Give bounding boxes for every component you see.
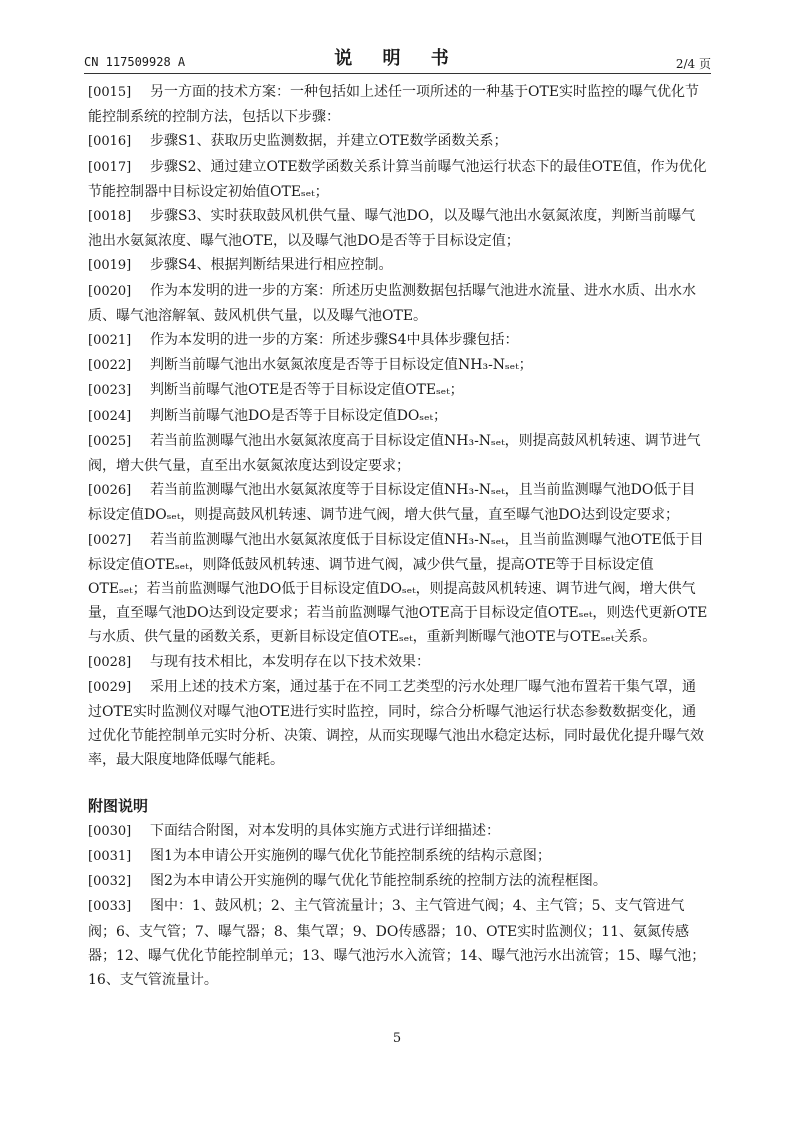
- paragraph: [88, 404, 708, 429]
- paragraph: [88, 478, 708, 527]
- paragraph: [88, 675, 708, 773]
- paragraph-number: [0015]: [88, 85, 132, 100]
- paragraph-text: 判断当前曝气池OTE是否等于目标设定值OTEₛₑₜ；: [150, 382, 464, 399]
- paragraph: [88, 378, 708, 403]
- paragraph-number: [0029]: [88, 679, 132, 695]
- paragraph-number: [0016]: [88, 134, 132, 150]
- paragraph-text: 步骤S1、获取历史监测数据，并建立OTE数学函数关系；: [150, 133, 508, 150]
- document-title: 说 明 书: [334, 48, 461, 69]
- paragraph-text: 图2为本申请公开实施例的曝气优化节能控制系统的控制方法的流程框图。: [150, 873, 607, 890]
- paragraph-number: [0031]: [88, 848, 132, 864]
- paragraph-text: 作为本发明的进一步的方案：所述历史监测数据包括曝气池进水流量、进水水质、出水水质、曝气池溶解氧、鼓风机供气量，以及曝气池OTE。: [88, 282, 696, 324]
- paragraph: [88, 279, 708, 328]
- paragraph: [88, 253, 708, 278]
- paragraph-text: 若当前监测曝气池出水氨氮浓度高于目标设定值NH₃-Nₛₑₜ，则提高鼓风机转速、调节进气阀，增大供气量，直至出水氨氮浓度达到设定要求；: [88, 432, 701, 475]
- paragraph-number: [0018]: [88, 209, 132, 225]
- paragraph: [88, 429, 708, 478]
- paragraph: [88, 328, 708, 353]
- paragraph-text: 步骤S4、根据判断结果进行相应控制。: [150, 257, 393, 274]
- paragraph-text: 步骤S3、实时获取鼓风机供气量、曝气池DO，以及曝气池出水氨氮浓度，判断当前曝气池出水氨氮浓度、曝气池OTE，以及曝气池DO是否等于目标设定值；: [88, 208, 696, 250]
- paragraph: [88, 869, 708, 894]
- header-rule: [84, 73, 711, 74]
- paragraph-number: [0020]: [88, 283, 132, 299]
- paragraph: [88, 528, 708, 650]
- paragraph-text: 步骤S2、通过建立OTE数学函数关系计算当前曝气池运行状态下的最佳OTE值，作为优化节能控制器中目标设定初始值OTEₛₑₜ；: [88, 158, 707, 200]
- paragraph-number: [0022]: [88, 358, 132, 374]
- paragraph-number: [0021]: [88, 333, 132, 349]
- paragraph-number: [0027]: [88, 532, 132, 548]
- paragraph-text: 另一方面的技术方案：一种包括如上述任一项所述的一种基于OTE实时监控的曝气优化节能控制系统的控制方法，包括以下步骤：: [88, 84, 700, 126]
- paragraph: [88, 353, 708, 378]
- paragraph-number: [0023]: [88, 383, 132, 399]
- paragraph-group-figures: [88, 819, 708, 992]
- paragraph-number: [0030]: [88, 823, 132, 839]
- paragraph-text: 判断当前曝气池DO是否等于目标设定值DOₛₑₜ；: [150, 407, 447, 424]
- paragraph: [88, 650, 708, 675]
- paragraph-text: 若当前监测曝气池出水氨氮浓度低于目标设定值NH₃-Nₛₑₜ，且当前监测曝气池OTE低于目标设定值OTEₛₑₜ，则降低鼓风机转速、调节进气阀，减少供气量，提高OTE等于目标设定值OTEₛₑₜ；若当前监测曝气池DO低于目标设定值DOₛₑₜ，则提高鼓风机转速、调节进气阀，增大供气量，直至曝气池DO达到设定要求；若当前监测曝气池OTE高于目标设定值OTEₛₑₜ，则迭代更新OTE与水质、供气量的函数关系，更新目标设定值OTEₛₑₜ，重新判断曝气池OTE与OTEₛₑₜ关系。: [88, 531, 708, 646]
- paragraph-text: 图1为本申请公开实施例的曝气优化节能控制系统的结构示意图；: [150, 847, 551, 864]
- document-body: [88, 80, 708, 992]
- paragraph-number: [0025]: [88, 433, 132, 449]
- page-info: 2/4 页: [675, 57, 711, 71]
- paragraph-text: 下面结合附图，对本发明的具体实施方式进行详细描述：: [150, 822, 500, 839]
- paragraph: [88, 80, 708, 129]
- page-number: 5: [392, 1031, 402, 1046]
- paragraph-text: 若当前监测曝气池出水氨氮浓度等于目标设定值NH₃-Nₛₑₜ，且当前监测曝气池DO低于目标设定值DOₛₑₜ，则提高鼓风机转速、调节进气阀，增大供气量，直至曝气池DO达到设定要求；: [88, 482, 696, 524]
- paragraph-number: [0017]: [88, 159, 132, 175]
- paragraph: [88, 894, 708, 992]
- paragraph: [88, 204, 708, 253]
- paragraph-group-technical: [88, 80, 708, 773]
- paragraph: [88, 155, 708, 204]
- paragraph: [88, 129, 708, 154]
- paragraph: [88, 844, 708, 869]
- publication-number: CN 117509928 A: [84, 55, 186, 69]
- paragraph-number: [0028]: [88, 654, 132, 670]
- paragraph-number: [0032]: [88, 874, 132, 890]
- paragraph-number: [0019]: [88, 258, 132, 274]
- paragraph-number: [0024]: [88, 408, 132, 424]
- paragraph-text: 采用上述的技术方案，通过基于在不同工艺类型的污水处理厂曝气池布置若干集气罩，通过OTE实时监测仪对曝气池OTE进行实时监控，同时，综合分析曝气池运行状态参数数据变化，通过优化节能控制单元实时分析、决策、调控，从而实现曝气池出水稳定达标，同时最优化提升曝气效率，最大限度地降低曝气能耗。: [88, 678, 704, 769]
- paragraph-text: 与现有技术相比，本发明存在以下技术效果：: [150, 653, 430, 670]
- paragraph-number: [0033]: [88, 899, 132, 915]
- paragraph-text: 判断当前曝气池出水氨氮浓度是否等于目标设定值NH₃-Nₛₑₜ；: [150, 357, 533, 374]
- page-header: [84, 44, 711, 74]
- paragraph-text: 图中：1、鼓风机；2、主气管流量计；3、主气管进气阀；4、主气管；5、支气管进气阀；6、支气管；7、曝气器；8、集气罩；9、DO传感器；10、OTE实时监测仪；11、氨氮传感器；12、曝气优化节能控制单元；13、曝气池污水入流管；14、曝气池污水出流管；15、曝气池；16、支气管流量计。: [88, 898, 706, 988]
- section-title: 附图说明: [88, 796, 149, 815]
- paragraph-number: [0026]: [88, 483, 132, 499]
- paragraph-text: 作为本发明的进一步的方案：所述步骤S4中具体步骤包括：: [150, 332, 519, 349]
- paragraph: [88, 819, 708, 844]
